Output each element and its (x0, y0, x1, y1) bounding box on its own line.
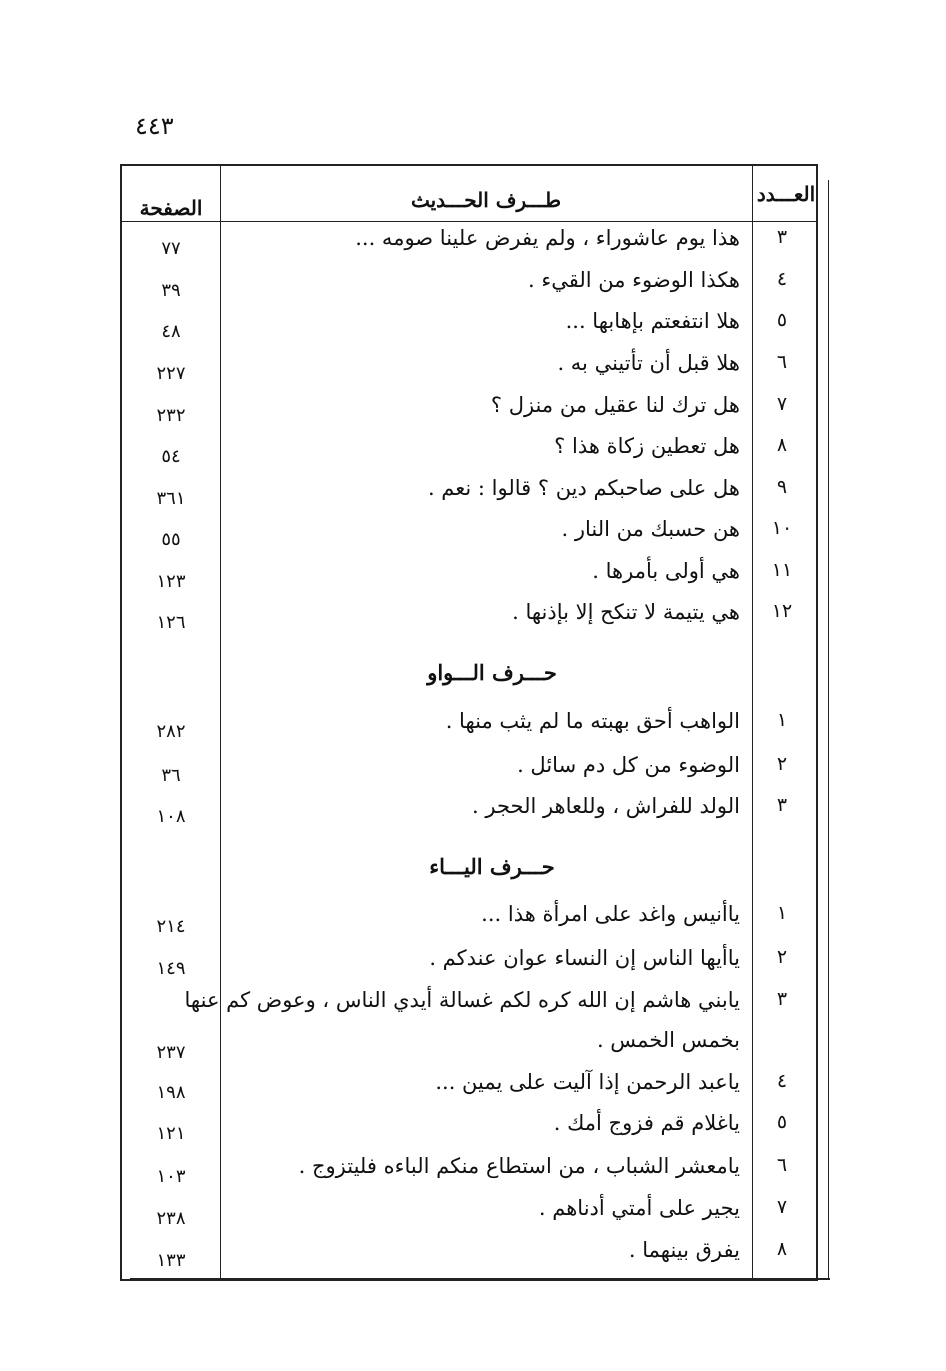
table-bottom-border (130, 1278, 830, 1280)
table-row (122, 794, 820, 834)
table-row (122, 559, 820, 599)
hadith-text: هل ترك لنا عقيل من منزل ؟ (490, 393, 740, 417)
page-ref: ١٢١ (156, 1123, 186, 1144)
page-ref: ٢٣٢ (156, 405, 186, 426)
table-side-border (828, 180, 829, 1280)
header-divider (122, 221, 816, 222)
hadith-text-continued: بخمس الخمس . (596, 1028, 740, 1052)
page-number: ٤٤٣ (135, 112, 174, 140)
hadith-text: هي يتيمة لا تنكح إلا بإذنها . (512, 600, 740, 624)
table-row (122, 902, 820, 942)
page-ref: ٢٣٧ (156, 1042, 186, 1063)
page-ref: ٢٨٢ (156, 721, 186, 742)
row-number: ٧ (776, 1196, 788, 1218)
page-ref: ٣٦ (161, 765, 181, 786)
hadith-text: يابني هاشم إن الله كره لكم غسالة أيدي الناس ، وعوض كم عنها (184, 988, 740, 1012)
row-number: ٩ (776, 476, 788, 498)
hadith-text: الواهب أحق بهبته ما لم يثب منها . (445, 709, 740, 733)
row-number: ٥ (776, 309, 788, 331)
header-hadith: طـــرف الحـــديث (410, 188, 562, 212)
hadith-text: الولد للفراش ، وللعاهر الحجر . (472, 794, 740, 818)
hadith-text: هل تعطين زكاة هذا ؟ (554, 434, 740, 458)
hadith-text: هكذا الوضوء من القيء . (527, 268, 740, 292)
page-ref: ٥٤ (161, 446, 181, 467)
table-row (122, 1238, 820, 1278)
table-row (122, 709, 820, 749)
row-number: ٨ (776, 1238, 788, 1260)
row-number: ٣ (776, 226, 788, 248)
page-ref: ٥٥ (161, 529, 181, 550)
table-row (122, 476, 820, 516)
page-ref: ٢٢٧ (156, 363, 186, 384)
page-ref: ٤٨ (161, 321, 181, 342)
table-row (122, 1196, 820, 1236)
hadith-text: ياعبد الرحمن إذا آليت على يمين ... (435, 1070, 740, 1094)
table-row (122, 517, 820, 557)
page-ref: ١٤٩ (156, 958, 186, 979)
row-number: ٤ (776, 1070, 788, 1092)
row-number: ٢ (776, 753, 788, 775)
page-ref: ١٠٣ (156, 1166, 186, 1187)
hadith-text: الوضوء من كل دم سائل . (517, 753, 740, 777)
hadith-text: هلا انتفعتم بإهابها ... (565, 309, 740, 333)
hadith-text: هذا يوم عاشوراء ، ولم يفرض علينا صومه ... (355, 226, 740, 250)
hadith-text: ياأنيس واغد على امرأة هذا ... (481, 902, 740, 926)
row-number: ١٠ (771, 517, 793, 539)
page-ref: ١٢٣ (156, 571, 186, 592)
row-number: ٥ (776, 1111, 788, 1133)
table-row (122, 351, 820, 391)
page-ref: ٣٩ (161, 280, 181, 301)
row-number: ٣ (776, 794, 788, 816)
hadith-text: يجير على أمتي أدناهم . (538, 1196, 740, 1220)
page-ref: ٢٣٨ (156, 1208, 186, 1229)
hadith-text: يفرق بينهما . (628, 1238, 740, 1262)
table-row (122, 946, 820, 986)
row-number: ٢ (776, 946, 788, 968)
table-row (122, 226, 820, 266)
table-row (122, 988, 820, 1068)
hadith-text: ياغلام قم فزوج أمك . (553, 1111, 740, 1135)
table-row (122, 1070, 820, 1110)
hadith-text: هي أولى بأمرها . (592, 559, 740, 583)
hadith-text: ياأيها الناس إن النساء عوان عندكم . (429, 946, 740, 970)
page-ref: ٧٧ (161, 238, 181, 259)
row-number: ١٢ (771, 600, 793, 622)
section-title-ya: حـــرف اليـــاء (429, 854, 555, 879)
hadith-text: يامعشر الشباب ، من استطاع منكم الباءه فليتزوج . (298, 1154, 740, 1178)
table-row (122, 753, 820, 793)
table-row (122, 393, 820, 433)
row-number: ٦ (776, 351, 788, 373)
row-number: ٧ (776, 393, 788, 415)
header-number: العـــدد (756, 182, 816, 206)
row-number: ٨ (776, 434, 788, 456)
row-number: ١١ (771, 559, 793, 581)
hadith-text: هلا قبل أن تأتيني به . (557, 351, 740, 375)
row-number: ٣ (776, 988, 788, 1010)
page-ref: ٢١٤ (156, 916, 186, 937)
row-number: ٤ (776, 268, 788, 290)
page-ref: ١٩٨ (156, 1082, 186, 1103)
table-row (122, 1154, 820, 1194)
page-ref: ١٣٣ (156, 1250, 186, 1271)
row-number: ١ (776, 709, 788, 731)
table-row (122, 1111, 820, 1151)
page-ref: ١٢٦ (156, 612, 186, 633)
table-row (122, 309, 820, 349)
table-row (122, 600, 820, 640)
row-number: ٦ (776, 1154, 788, 1176)
hadith-text: هن حسبك من النار . (561, 517, 740, 541)
section-title-waw: حـــرف الـــواو (427, 660, 557, 685)
hadith-index-table (120, 164, 818, 1281)
page-ref: ١٠٨ (156, 806, 186, 827)
row-number: ١ (776, 902, 788, 924)
page-ref: ٣٦١ (156, 488, 186, 509)
header-page: الصفحة (139, 196, 203, 220)
table-row (122, 268, 820, 308)
hadith-text: هل على صاحبكم دين ؟ قالوا : نعم . (427, 476, 740, 500)
table-row (122, 434, 820, 474)
